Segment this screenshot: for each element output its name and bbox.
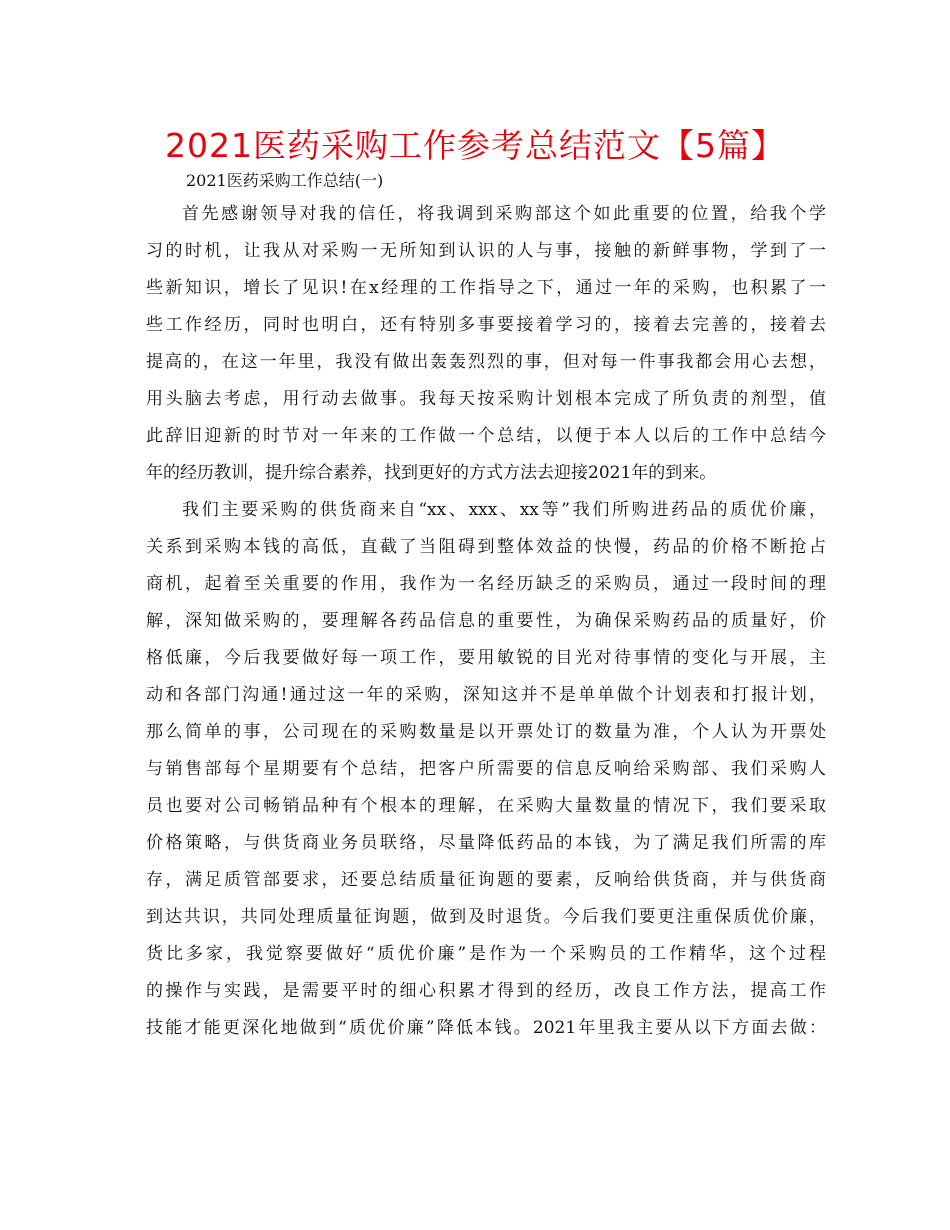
section-heading: 2021医药采购工作总结(一) [186, 171, 384, 190]
paragraph-2 [146, 492, 826, 1047]
paragraph-line: 货比多家，我觉察要做好“质优价廉”是作为一个采购员的工作精华，这个过程 [146, 944, 826, 964]
paragraph-line: 与销售部每个星期要有个总结，把客户所需要的信息反响给采购部、我们采购人 [146, 759, 826, 779]
paragraph-line: 首先感谢领导对我的信任，将我调到采购部这个如此重要的位置，给我个学 [182, 204, 826, 224]
paragraph-line: 动和各部门沟通!通过这一年的采购，深知这并不是单单做个计划表和打报计划， [146, 685, 826, 705]
paragraph-line: 些工作经历，同时也明白，还有特别多事要接着学习的，接着去完善的，接着去 [146, 315, 826, 335]
paragraph-line: 到达共识，共同处理质量征询题，做到及时退货。今后我们要更注重保质优价廉， [146, 907, 826, 927]
paragraph-line: 提高的，在这一年里，我没有做出轰轰烈烈的事，但对每一件事我都会用心去想， [146, 352, 826, 372]
paragraph-line: 存，满足质管部要求，还要总结质量征询题的要素，反响给供货商，并与供货商 [146, 870, 826, 890]
paragraph-line: 解，深知做采购的，要理解各药品信息的重要性，为确保采购药品的质量好，价 [146, 611, 826, 631]
paragraph-line: 技能才能更深化地做到“质优价廉”降低本钱。2021年里我主要从以下方面去做： [146, 1018, 826, 1038]
paragraph-line: 习的时机，让我从对采购一无所知到认识的人与事，接触的新鲜事物，学到了一 [146, 241, 826, 261]
paragraph-line: 关系到采购本钱的高低，直截了当阻碍到整体效益的快慢，药品的价格不断抢占 [146, 537, 826, 557]
paragraph-line: 此辞旧迎新的时节对一年来的工作做一个总结，以便于本人以后的工作中总结今 [146, 426, 826, 446]
document-title: 2021医药采购工作参考总结范文【5篇】 [165, 126, 785, 165]
paragraph-line: 商机，起着至关重要的作用，我作为一名经历缺乏的采购员，通过一段时间的理 [146, 574, 826, 594]
paragraph-line: 的操作与实践，是需要平时的细心积累才得到的经历，改良工作方法，提高工作 [146, 981, 826, 1001]
paragraph-1 [146, 196, 826, 492]
paragraph-line: 我们主要采购的供货商来自“xx、xxx、xx等”我们所购进药品的质优价廉， [182, 500, 826, 520]
paragraph-line: 格低廉，今后我要做好每一项工作，要用敏锐的目光对待事情的变化与开展，主 [146, 648, 826, 668]
paragraph-line: 价格策略，与供货商业务员联络，尽量降低药品的本钱，为了满足我们所需的库 [146, 833, 826, 853]
paragraph-line: 员也要对公司畅销品种有个根本的理解，在采购大量数量的情况下，我们要采取 [146, 796, 826, 816]
paragraph-line: 用头脑去考虑，用行动去做事。我每天按采购计划根本完成了所负责的剂型，值 [146, 389, 826, 409]
paragraph-line: 年的经历教训，提升综合素养，找到更好的方式方法去迎接2021年的到来。 [146, 463, 717, 483]
paragraph-line: 些新知识，增长了见识!在x经理的工作指导之下，通过一年的采购，也积累了一 [146, 278, 826, 298]
paragraph-line: 那么简单的事，公司现在的采购数量是以开票处订的数量为准，个人认为开票处 [146, 722, 826, 742]
